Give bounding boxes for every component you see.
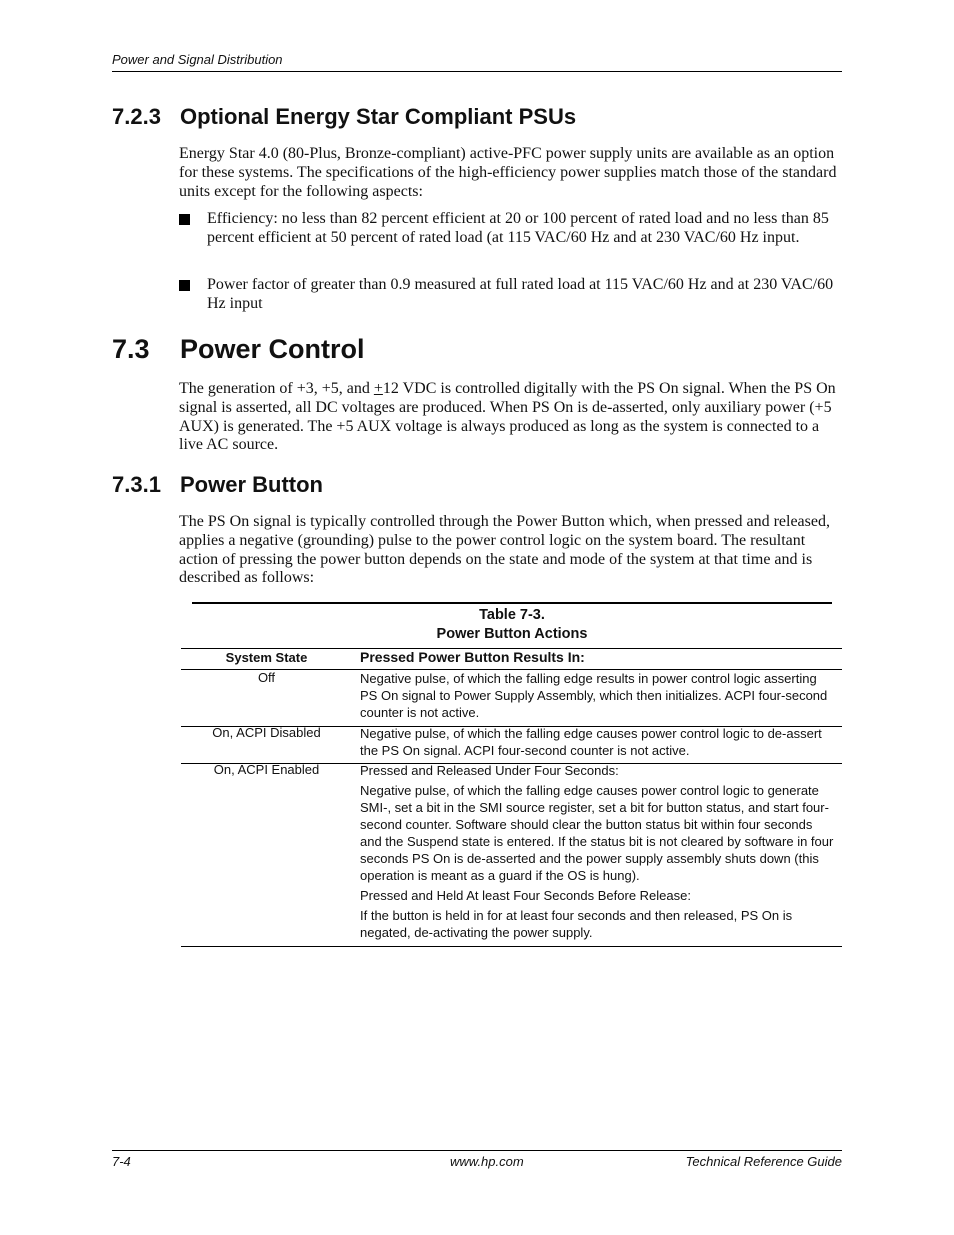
bullet-power-factor — [179, 276, 842, 314]
square-bullet-icon — [179, 280, 190, 291]
power-control-body — [179, 380, 842, 455]
table-row-result-off — [360, 670, 835, 724]
bullet-efficiency — [179, 210, 842, 248]
result-paragraph: If the button is held in for at least four seconds and then released, PS On is negated, de-activating the power supply. — [360, 908, 793, 940]
section-number: 7.3 — [112, 334, 150, 364]
section-7-3-1-heading — [112, 472, 323, 498]
result-paragraph: Negative pulse, of which the falling edge causes power control logic to generate SMI-, set a bit in the SMI source register, set a bit for button status, and start four-second counter. Software should clear the button status bit within four seconds and the Suspend state is entered. If the status bit is not cleared by software in four seconds PS On is de-asserted and the power supply assembly shuts down (this operation is meant as a guard if the OS is hung). — [360, 783, 834, 883]
section-7-3-heading — [112, 334, 365, 365]
table-row-result-acpi-disabled — [360, 725, 835, 762]
footer-url: www.hp.com — [450, 1154, 524, 1169]
table-row-result-acpi-enabled — [360, 762, 835, 944]
footer-document-title: Technical Reference Guide — [685, 1154, 842, 1169]
section-number: 7.3.1 — [112, 472, 161, 497]
section-number: 7.2.3 — [112, 104, 161, 129]
column-header-results: Pressed Power Button Results In: — [360, 649, 585, 665]
energy-star-intro: Energy Star 4.0 (80-Plus, Bronze-compliant) active-PFC power supply units are available as an option for these systems. The specifications of the high-efficiency power supplies match those of the standard units except for the following aspects: — [179, 145, 837, 200]
footer-rule — [112, 1150, 842, 1151]
square-bullet-icon — [179, 214, 190, 225]
result-paragraph: Negative pulse, of which the falling edge results in power control logic asserting PS On signal to Power Supply Assembly, which then initializes. ACPI four-second counter is not active. — [360, 671, 828, 720]
column-header-system-state: System State — [225, 650, 308, 665]
table-top-rule — [192, 602, 832, 604]
bullet-text: Efficiency: no less than 82 percent efficient at 20 or 100 percent of rated load and no less than 85 percent efficient at 50 percent of rated load (at 115 VAC/60 Hz and at 230 VAC/60 Hz input. — [207, 210, 829, 246]
body-text: The generation of +3, +5, and — [179, 380, 374, 397]
page-number: 7-4 — [112, 1154, 131, 1169]
section-title: Power Button — [180, 472, 323, 497]
table-bottom-rule — [181, 946, 842, 947]
running-header: Power and Signal Distribution — [112, 52, 283, 67]
bullet-text: Power factor of greater than 0.9 measured at full rated load at 115 VAC/60 Hz and at 230 VAC/60 Hz input — [207, 276, 834, 312]
result-paragraph: Negative pulse, of which the falling edge causes power control logic to de-assert the PS On signal. ACPI four-second counter is not active. — [360, 726, 822, 758]
result-subheading: Pressed and Held At least Four Seconds Before Release: — [360, 888, 691, 903]
table-caption-title: Power Button Actions — [436, 626, 588, 642]
power-button-body: The PS On signal is typically controlled through the Power Button which, when pressed and released, applies a negative (grounding) pulse to the power control logic on the system board. The resultant action of pressing the power button depends on the state and mode of the system at that time and is described as follows: — [179, 513, 830, 587]
table-caption-number: Table 7-3. — [479, 607, 545, 623]
plus-minus-sign: + — [373, 380, 383, 397]
section-title: Optional Energy Star Compliant PSUs — [180, 104, 577, 129]
table-row-state-acpi-enabled: On, ACPI Enabled — [213, 762, 320, 777]
section-title: Power Control — [180, 334, 365, 364]
result-subheading: Pressed and Released Under Four Seconds: — [360, 763, 619, 778]
body-text: 12 VDC is controlled digitally with the PS On signal. When the PS On signal is asserted, all DC voltages are produced. When PS On is de-asserted, only auxiliary power (+5 AUX) is generated. The +5 AUX voltage is always produced as long as the system is connected to a live AC source. — [179, 380, 836, 454]
table-row-state-acpi-disabled: On, ACPI Disabled — [212, 725, 321, 740]
table-row-state-off: Off — [257, 670, 276, 685]
header-rule — [112, 71, 842, 72]
section-7-2-3-heading — [112, 104, 576, 130]
